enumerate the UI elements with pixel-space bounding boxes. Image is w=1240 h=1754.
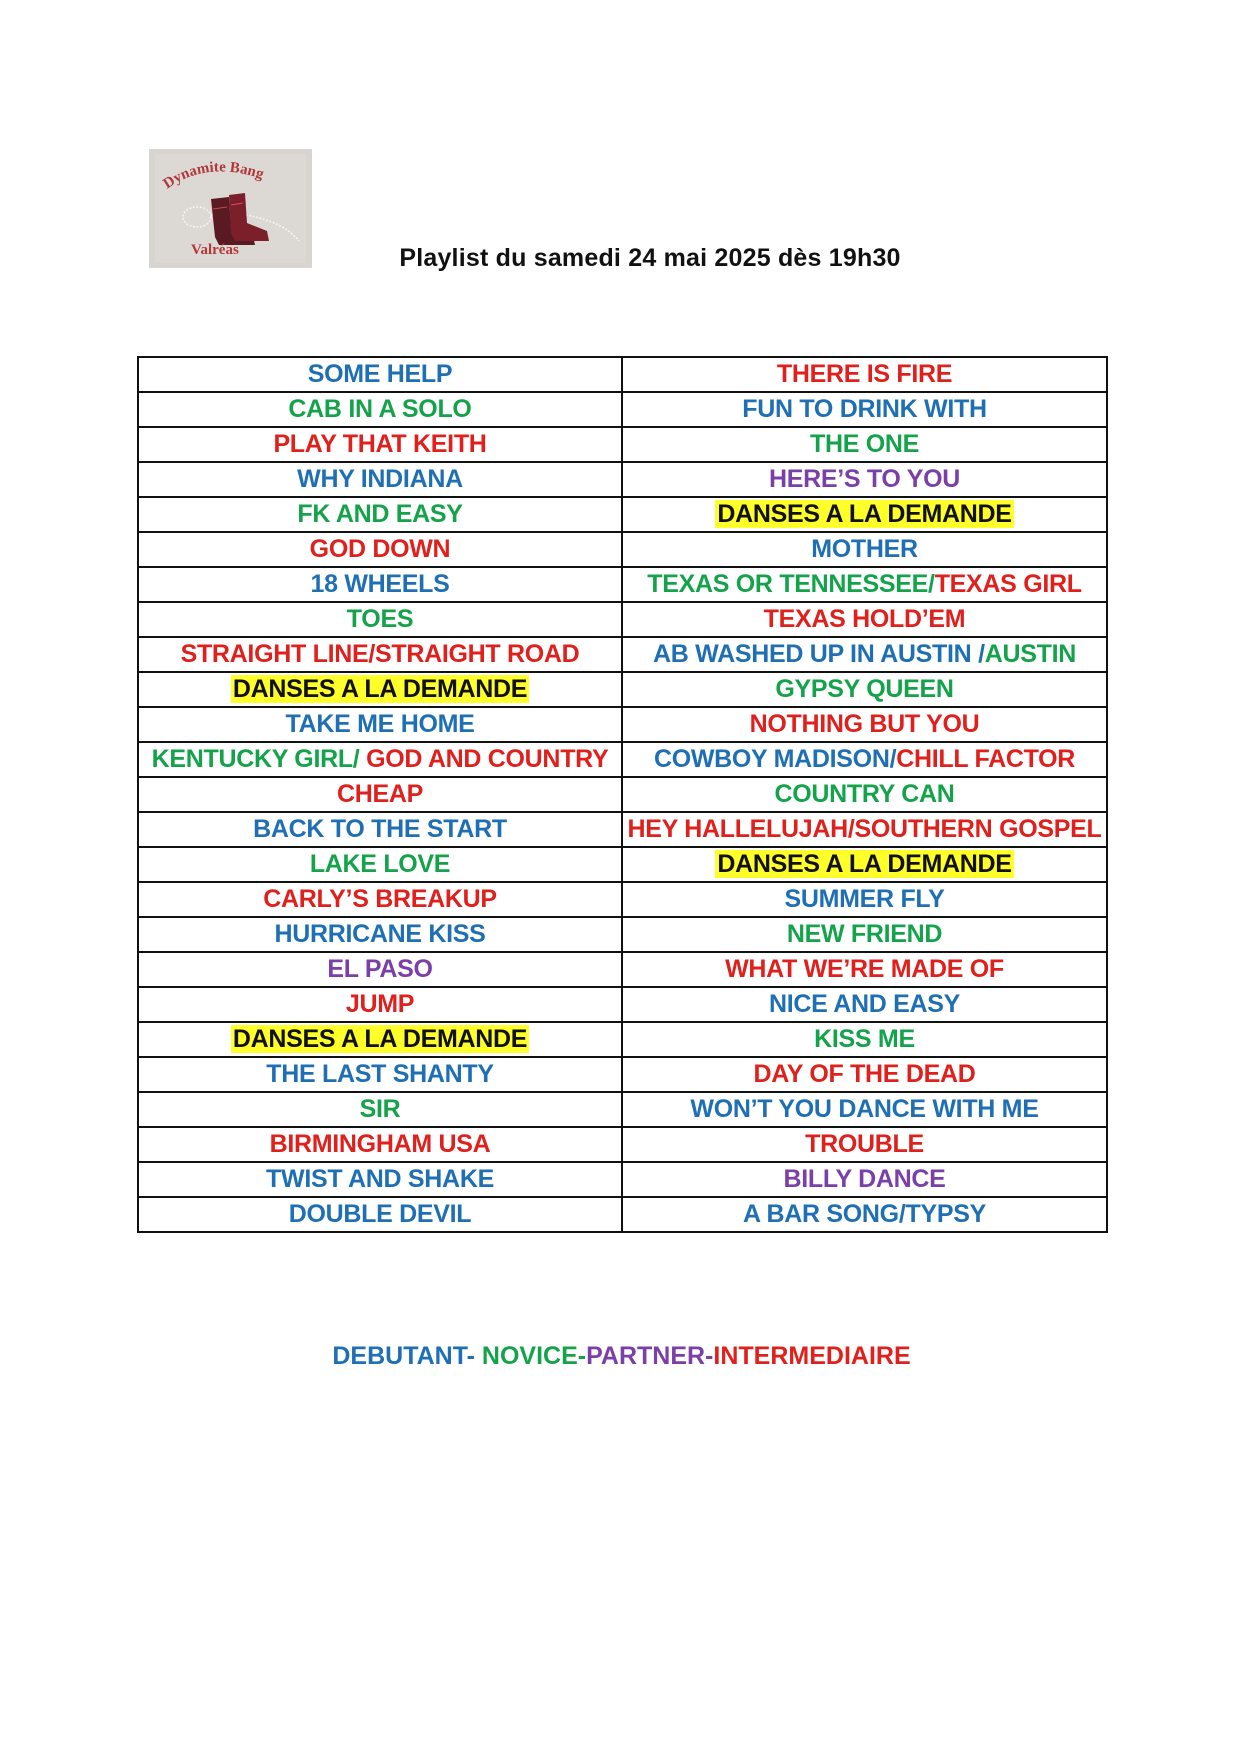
dance-title: BACK TO THE START: [253, 815, 507, 843]
table-row: [138, 847, 1107, 882]
dance-title: GOD AND COUNTRY: [366, 745, 609, 773]
playlist-cell-left: [138, 462, 622, 497]
legend-level-0: DEBUTANT-: [332, 1342, 482, 1370]
playlist-cell-left: [138, 637, 622, 672]
dance-title: GYPSY QUEEN: [775, 675, 954, 703]
dance-title: CARLY’S BREAKUP: [263, 885, 497, 913]
dance-title: CHEAP: [336, 780, 423, 808]
dance-title: BILLY DANCE: [783, 1165, 946, 1193]
page-title: Playlist du samedi 24 mai 2025 dès 19h30: [399, 244, 901, 272]
playlist-cell-right: [622, 952, 1107, 987]
table-row: [138, 707, 1107, 742]
legend-level-3: INTERMEDIAIRE: [713, 1342, 911, 1370]
table-row: [138, 987, 1107, 1022]
playlist-body: [138, 357, 1107, 1232]
playlist-cell-right: [622, 917, 1107, 952]
table-row: [138, 882, 1107, 917]
table-row: [138, 567, 1107, 602]
playlist-cell-left: [138, 602, 622, 637]
playlist-cell-right: [622, 777, 1107, 812]
playlist-cell-left: [138, 917, 622, 952]
dance-title: WHAT WE’RE MADE OF: [725, 955, 1004, 983]
request-dances-label: DANSES A LA DEMANDE: [232, 675, 528, 703]
playlist-cell-left: [138, 357, 622, 392]
playlist-cell-right: [622, 812, 1107, 847]
playlist-cell-left: [138, 1092, 622, 1127]
dance-title: SUMMER FLY: [784, 885, 945, 913]
table-row: [138, 1127, 1107, 1162]
table-row: [138, 1197, 1107, 1232]
playlist-cell-right: [622, 357, 1107, 392]
playlist-cell-right: [622, 987, 1107, 1022]
table-row: [138, 1022, 1107, 1057]
playlist-cell-right: [622, 532, 1107, 567]
table-row: [138, 1057, 1107, 1092]
dance-title: MOTHER: [811, 535, 918, 563]
dance-title: AUSTIN: [984, 640, 1076, 668]
legend-level-1: NOVICE-: [481, 1342, 587, 1370]
dance-title: THERE IS FIRE: [776, 360, 953, 388]
playlist-cell-left: [138, 532, 622, 567]
table-row: [138, 777, 1107, 812]
playlist-cell-left: [138, 987, 622, 1022]
dance-title: TAKE ME HOME: [285, 710, 475, 738]
playlist-cell-left: [138, 1127, 622, 1162]
table-row: [138, 602, 1107, 637]
dance-title: COWBOY MADISON/: [653, 745, 897, 773]
playlist-cell-right: [622, 462, 1107, 497]
dance-title: BIRMINGHAM USA: [269, 1130, 491, 1158]
playlist-cell-right: [622, 742, 1107, 777]
table-row: [138, 462, 1107, 497]
playlist-cell-left: [138, 1057, 622, 1092]
dance-title: HEY HALLELUJAH/SOUTHERN GOSPEL: [627, 815, 1102, 843]
playlist-cell-left: [138, 847, 622, 882]
playlist-cell-right: [622, 1127, 1107, 1162]
table-row: [138, 1092, 1107, 1127]
playlist-cell-left: [138, 427, 622, 462]
playlist-cell-left: [138, 777, 622, 812]
table-row: [138, 917, 1107, 952]
dance-title: FK AND EASY: [297, 500, 463, 528]
playlist-cell-left: [138, 1022, 622, 1057]
dance-title: THE ONE: [809, 430, 920, 458]
club-logo: [149, 149, 312, 268]
table-row: [138, 952, 1107, 987]
dance-title: NOTHING BUT YOU: [749, 710, 980, 738]
dance-title: PLAY THAT KEITH: [273, 430, 487, 458]
logo-text-bottom: Valréas: [191, 242, 239, 258]
playlist-cell-right: [622, 1057, 1107, 1092]
dance-title: DOUBLE DEVIL: [288, 1200, 472, 1228]
dance-title: TEXAS GIRL: [934, 570, 1082, 598]
playlist-cell-left: [138, 567, 622, 602]
table-row: [138, 392, 1107, 427]
table-row: [138, 357, 1107, 392]
playlist-cell-left: [138, 672, 622, 707]
playlist-cell-right: [622, 1162, 1107, 1197]
dance-title: JUMP: [345, 990, 415, 1018]
dance-title: CHILL FACTOR: [896, 745, 1076, 773]
table-row: [138, 812, 1107, 847]
level-legend: [137, 1342, 1106, 1371]
dance-title: HURRICANE KISS: [274, 920, 486, 948]
table-row: [138, 427, 1107, 462]
logo-text-top: Dynamite Bang: [160, 159, 266, 193]
dance-title: TWIST AND SHAKE: [266, 1165, 494, 1193]
dance-title: LAKE LOVE: [309, 850, 451, 878]
table-row: [138, 497, 1107, 532]
dance-title: KENTUCKY GIRL/: [151, 745, 367, 773]
dance-title: SIR: [359, 1095, 401, 1123]
playlist-cell-right: [622, 602, 1107, 637]
legend-level-2: PARTNER-: [586, 1342, 714, 1370]
dance-title: NICE AND EASY: [768, 990, 961, 1018]
playlist-cell-right: [622, 1092, 1107, 1127]
playlist-table: [137, 356, 1108, 1233]
playlist-cell-right: [622, 882, 1107, 917]
playlist-cell-left: [138, 882, 622, 917]
dance-title: HERE’S TO YOU: [768, 465, 961, 493]
playlist-cell-right: [622, 847, 1107, 882]
playlist-cell-right: [622, 707, 1107, 742]
dance-title: WHY INDIANA: [297, 465, 463, 493]
playlist-cell-right: [622, 637, 1107, 672]
playlist-cell-left: [138, 707, 622, 742]
dance-title: GOD DOWN: [309, 535, 451, 563]
playlist-cell-right: [622, 392, 1107, 427]
dance-title: TOES: [346, 605, 414, 633]
table-row: [138, 672, 1107, 707]
table-row: [138, 1162, 1107, 1197]
playlist-cell-right: [622, 672, 1107, 707]
dance-title: FUN TO DRINK WITH: [742, 395, 987, 423]
playlist-cell-right: [622, 1022, 1107, 1057]
dance-title: 18 WHEELS: [310, 570, 450, 598]
playlist-cell-left: [138, 1197, 622, 1232]
playlist-cell-left: [138, 1162, 622, 1197]
playlist-cell-left: [138, 497, 622, 532]
request-dances-label: DANSES A LA DEMANDE: [717, 850, 1012, 878]
dance-title: EL PASO: [327, 955, 433, 983]
dance-title: STRAIGHT LINE/STRAIGHT ROAD: [180, 640, 580, 668]
dance-title: NEW FRIEND: [786, 920, 943, 948]
request-dances-label: DANSES A LA DEMANDE: [232, 1025, 528, 1053]
playlist-cell-right: [622, 567, 1107, 602]
playlist-cell-left: [138, 742, 622, 777]
playlist-cell-left: [138, 392, 622, 427]
dance-title: TEXAS HOLD’EM: [763, 605, 966, 633]
playlist-cell-right: [622, 497, 1107, 532]
dance-title: KISS ME: [814, 1025, 915, 1053]
playlist-cell-right: [622, 427, 1107, 462]
dance-title: CAB IN A SOLO: [288, 395, 472, 423]
dance-title: A BAR SONG/TYPSY: [743, 1200, 986, 1228]
dance-title: DAY OF THE DEAD: [753, 1060, 976, 1088]
table-row: [138, 532, 1107, 567]
playlist-cell-left: [138, 952, 622, 987]
dance-title: TEXAS OR TENNESSEE/: [647, 570, 935, 598]
dance-title: AB WASHED UP IN AUSTIN /: [653, 640, 985, 668]
table-row: [138, 742, 1107, 777]
table-row: [138, 637, 1107, 672]
dance-title: TROUBLE: [805, 1130, 924, 1158]
playlist-cell-left: [138, 812, 622, 847]
dance-title: WON’T YOU DANCE WITH ME: [690, 1095, 1039, 1123]
request-dances-label: DANSES A LA DEMANDE: [717, 500, 1012, 528]
dance-title: COUNTRY CAN: [774, 780, 955, 808]
dance-title: SOME HELP: [307, 360, 453, 388]
dance-title: THE LAST SHANTY: [266, 1060, 494, 1088]
playlist-cell-right: [622, 1197, 1107, 1232]
